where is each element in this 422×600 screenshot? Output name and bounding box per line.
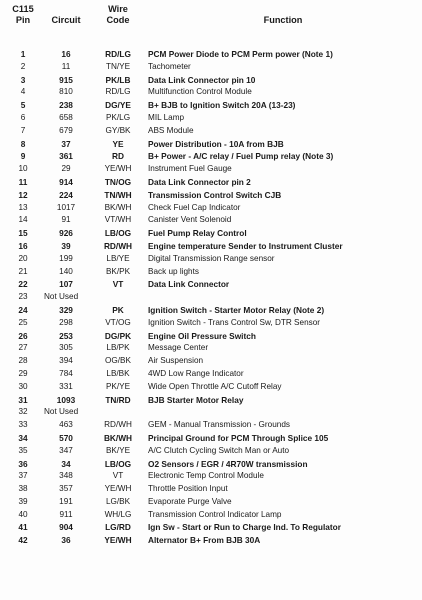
table-row [0, 330, 422, 343]
circuit-number: 570 [59, 432, 73, 443]
not-used-label: Not Used [44, 407, 79, 417]
header-pin-connector: C115 [12, 4, 34, 14]
wire-code: LB/PK [106, 343, 130, 353]
wire-code: WH/LG [104, 509, 132, 519]
circuit-number: 348 [59, 471, 73, 481]
header-pin-label: Pin [15, 14, 31, 25]
circuit-number: 329 [59, 304, 73, 315]
pin-number: 33 [18, 420, 28, 430]
pin-number: 22 [18, 279, 28, 290]
header-pin [8, 4, 38, 25]
pin-number: 9 [20, 151, 26, 162]
function-description: GEM - Manual Transmission - Grounds [148, 420, 290, 430]
pin-number: 7 [20, 125, 26, 135]
circuit-number: 39 [61, 240, 71, 251]
table-row [0, 291, 422, 304]
circuit-number: 199 [59, 253, 73, 263]
circuit-number: 34 [61, 458, 71, 469]
pin-number: 35 [18, 445, 28, 455]
wire-code: TN/RD [105, 394, 131, 405]
circuit-number: 305 [59, 343, 73, 353]
wire-code: VT [112, 279, 124, 290]
header-code-label: Code [106, 14, 130, 25]
wire-code: BK/WH [103, 432, 133, 443]
circuit-number: 1093 [56, 394, 76, 405]
wire-code: LB/OG [104, 458, 132, 469]
pin-number: 23 [18, 292, 28, 302]
wire-code: LB/OG [104, 228, 132, 239]
wire-code: BK/PK [105, 266, 131, 276]
function-description: Transmission Control Indicator Lamp [148, 509, 282, 519]
table-row [0, 342, 422, 355]
wire-code: YE/WH [104, 164, 132, 174]
wire-code: BK/YE [105, 445, 131, 455]
header-wire-label: Wire [108, 4, 128, 14]
circuit-number: 810 [59, 87, 73, 97]
function-description: Instrument Fuel Gauge [148, 164, 232, 174]
table-row [0, 189, 422, 202]
pin-number: 20 [18, 253, 28, 263]
table-row [0, 214, 422, 227]
pin-number: 4 [20, 87, 26, 97]
function-description: Message Center [148, 343, 209, 353]
circuit-number: 224 [59, 189, 73, 200]
wire-code: OG/BK [105, 356, 131, 366]
pin-number: 39 [18, 496, 28, 506]
function-description: Multifunction Control Module [148, 87, 252, 97]
table-row [0, 202, 422, 215]
header-circuit-label: Circuit [51, 14, 81, 25]
table-row [0, 509, 422, 522]
table-row [0, 61, 422, 74]
circuit-number: 357 [59, 484, 73, 494]
wire-code: RD/WH [103, 240, 133, 251]
pin-number: 10 [18, 164, 28, 174]
function-description: Electronic Temp Control Module [148, 471, 264, 481]
pin-number: 11 [18, 176, 28, 187]
circuit-number: 904 [59, 522, 73, 533]
table-row [0, 445, 422, 458]
wire-code: VT [112, 471, 124, 481]
table-row [0, 150, 422, 163]
pin-number: 1 [20, 49, 26, 59]
circuit-number: 16 [61, 49, 71, 59]
table-row [0, 278, 422, 291]
pin-number: 8 [20, 138, 26, 149]
function-description: Canister Vent Solenoid [148, 215, 232, 225]
table-row [0, 176, 422, 189]
circuit-number: 298 [59, 317, 73, 327]
wire-code: DG/YE [105, 100, 131, 111]
wire-code: BK/WH [104, 202, 132, 212]
table-header [0, 4, 422, 48]
wire-code: TN/YE [105, 61, 131, 71]
table-row [0, 304, 422, 317]
table-row [0, 112, 422, 125]
function-description: Engine temperature Sender to Instrument Cluster [148, 240, 343, 251]
circuit-number: 1017 [56, 202, 76, 212]
table-row [0, 419, 422, 432]
function-description: Air Suspension [148, 356, 204, 366]
circuit-number: 91 [61, 215, 71, 225]
table-row [0, 163, 422, 176]
wire-code: VT/WH [104, 215, 132, 225]
circuit-number: 926 [59, 228, 73, 239]
table-row [0, 534, 422, 547]
circuit-number: 463 [59, 420, 73, 430]
circuit-number: 37 [61, 138, 71, 149]
pin-number: 36 [18, 458, 28, 469]
function-description: MIL Lamp [148, 112, 185, 122]
circuit-number: 361 [59, 151, 73, 162]
table-row [0, 253, 422, 266]
table-row [0, 394, 422, 407]
function-description: Data Link Connector [148, 279, 230, 290]
function-description: Back up lights [148, 266, 199, 276]
circuit-number: 140 [59, 266, 73, 276]
function-description: Wide Open Throttle A/C Cutoff Relay [148, 381, 282, 391]
circuit-number: 347 [59, 445, 73, 455]
table-row [0, 381, 422, 394]
function-description: BJB Starter Motor Relay [148, 394, 244, 405]
table-row [0, 227, 422, 240]
wire-code: RD [112, 151, 124, 162]
wire-code: YE/WH [104, 484, 132, 494]
pin-number: 2 [20, 61, 26, 71]
wire-code: TN/WH [104, 189, 132, 200]
wire-code: LG/BK [105, 496, 131, 506]
function-description: ABS Module [148, 125, 194, 135]
table-row [0, 125, 422, 138]
circuit-number: 107 [59, 279, 73, 290]
function-description: Power Distribution - 10A from BJB [148, 138, 284, 149]
pin-number: 5 [20, 100, 26, 111]
wire-code: RD/WH [104, 420, 132, 430]
pin-number: 26 [18, 330, 28, 341]
header-circuit [44, 4, 88, 25]
function-description: 4WD Low Range Indicator [148, 368, 244, 378]
pin-number: 25 [18, 317, 28, 327]
function-description: PCM Power Diode to PCM Perm power (Note 1) [148, 49, 333, 59]
table-row [0, 138, 422, 151]
circuit-number: 394 [59, 356, 73, 366]
pin-number: 32 [18, 407, 28, 417]
pin-number: 3 [20, 74, 26, 85]
table-row [0, 368, 422, 381]
pin-number: 40 [18, 509, 28, 519]
wire-code: LB/BK [106, 368, 130, 378]
pin-number: 30 [18, 381, 28, 391]
wire-code: TN/OG [104, 176, 132, 187]
table-row [0, 521, 422, 534]
table-row [0, 48, 422, 61]
function-description: Tachometer [148, 61, 191, 71]
function-description: O2 Sensors / EGR / 4R70W transmission [148, 458, 308, 469]
wire-code: PK/LB [105, 74, 131, 85]
function-description: Data Link Connector pin 10 [148, 74, 256, 85]
circuit-number: 784 [59, 368, 73, 378]
table-row [0, 86, 422, 99]
wire-code: LB/YE [106, 253, 130, 263]
wire-code: RD/LG [105, 87, 131, 97]
function-description: Fuel Pump Relay Control [148, 228, 247, 239]
wire-code: RD/LG [105, 49, 131, 59]
function-description: Transmission Control Switch CJB [148, 189, 282, 200]
function-description: B+ BJB to Ignition Switch 20A (13-23) [148, 100, 296, 111]
wire-code: YE [112, 138, 124, 149]
circuit-number: 915 [59, 74, 73, 85]
circuit-number: 11 [61, 61, 71, 71]
function-description: Check Fuel Cap Indicator [148, 202, 241, 212]
wire-code: PK [112, 304, 124, 315]
function-description: Throttle Position Input [148, 484, 228, 494]
pin-number: 27 [18, 343, 28, 353]
pin-number: 28 [18, 356, 28, 366]
pin-number: 15 [18, 228, 28, 239]
pin-number: 12 [18, 189, 28, 200]
wire-code: YE/WH [104, 535, 132, 546]
circuit-number: 914 [59, 176, 73, 187]
circuit-number: 679 [59, 125, 73, 135]
wire-code: PK/LG [105, 112, 131, 122]
function-description: Data Link Connector pin 2 [148, 176, 251, 187]
circuit-number: 238 [59, 100, 73, 111]
pin-number: 34 [18, 432, 28, 443]
function-description: Alternator B+ From BJB 30A [148, 535, 261, 546]
function-description: Ignition Switch - Starter Motor Relay (Note 2) [148, 304, 325, 315]
table-row [0, 458, 422, 471]
wire-code: LG/RD [105, 522, 131, 533]
function-description: A/C Clutch Cycling Switch Man or Auto [148, 445, 290, 455]
function-description: Principal Ground for PCM Through Splice 105 [148, 432, 329, 443]
pin-number: 29 [18, 368, 28, 378]
wire-code: GY/BK [105, 125, 131, 135]
pin-number: 6 [20, 112, 26, 122]
table-row [0, 99, 422, 112]
circuit-number: 191 [59, 496, 73, 506]
table-row [0, 406, 422, 419]
pin-number: 16 [18, 240, 28, 251]
circuit-number: 29 [61, 164, 71, 174]
pin-number: 42 [18, 535, 28, 546]
wire-code: PK/YE [105, 381, 131, 391]
pin-number: 31 [18, 394, 28, 405]
function-description: Ignition Switch - Trans Control Sw, DTR Sensor [148, 317, 321, 327]
function-description: Evaporate Purge Valve [148, 496, 232, 506]
table-row [0, 355, 422, 368]
circuit-number: 911 [59, 509, 73, 519]
wire-code: DG/PK [104, 330, 132, 341]
pin-number: 38 [18, 484, 28, 494]
function-description: Engine Oil Pressure Switch [148, 330, 256, 341]
circuit-number: 331 [59, 381, 73, 391]
pin-number: 24 [18, 304, 28, 315]
pin-number: 37 [18, 471, 28, 481]
table-row [0, 432, 422, 445]
table-row [0, 240, 422, 253]
table-row [0, 496, 422, 509]
circuit-number: 36 [61, 535, 71, 546]
table-row [0, 483, 422, 496]
not-used-label: Not Used [44, 292, 79, 302]
pin-number: 14 [18, 215, 28, 225]
function-description: B+ Power - A/C relay / Fuel Pump relay (Note 3) [148, 151, 334, 162]
header-wire-code [92, 4, 144, 25]
function-description: Digital Transmission Range sensor [148, 253, 275, 263]
function-description: Ign Sw - Start or Run to Charge Ind. To Regulator [148, 522, 341, 533]
circuit-number: 658 [59, 112, 73, 122]
header-function [148, 4, 418, 25]
pinout-table-body [0, 48, 422, 547]
pin-number: 13 [18, 202, 28, 212]
table-row [0, 74, 422, 87]
table-row [0, 266, 422, 279]
circuit-number: 253 [59, 330, 73, 341]
header-function-label: Function [263, 14, 303, 25]
pin-number: 41 [18, 522, 28, 533]
pin-number: 21 [18, 266, 28, 276]
wire-code: VT/OG [105, 317, 131, 327]
table-row [0, 470, 422, 483]
table-row [0, 317, 422, 330]
